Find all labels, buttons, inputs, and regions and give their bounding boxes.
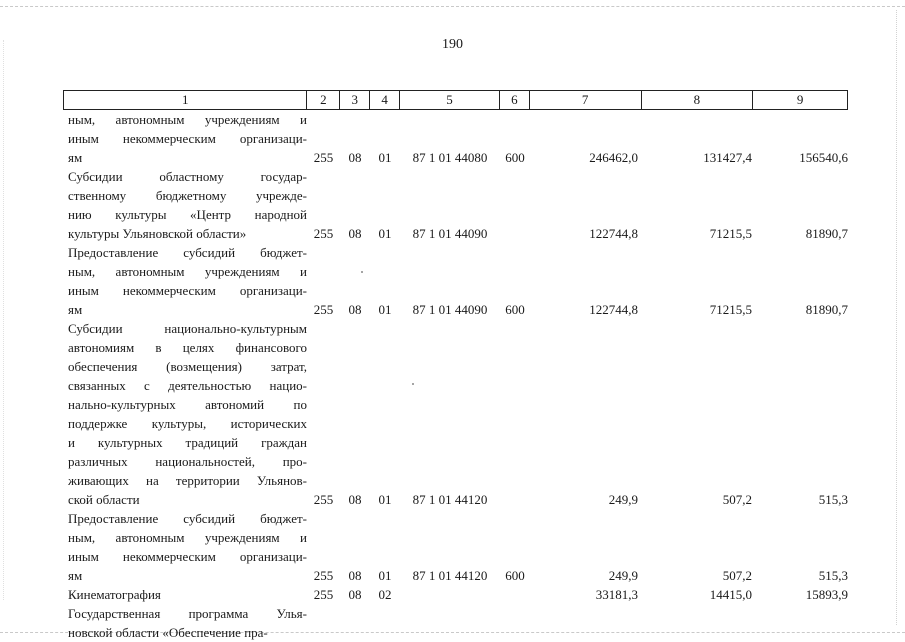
cell-c6 <box>500 243 530 262</box>
cell-c3 <box>340 623 370 642</box>
cell-c6 <box>500 338 530 357</box>
cell-c8 <box>642 167 754 186</box>
cell-c9 <box>754 509 848 528</box>
cell-c9: 515,3 <box>818 492 848 507</box>
cell-c5 <box>400 338 500 357</box>
cell-c4 <box>370 243 400 262</box>
row-description-line: Государственная программа Улья- <box>68 606 307 621</box>
cell-c5 <box>400 186 500 205</box>
cell-c8: 131427,4 <box>703 150 752 165</box>
cell-c6 <box>500 376 530 395</box>
cell-c9 <box>754 319 848 338</box>
cell-c6 <box>500 452 530 471</box>
table-row <box>63 471 848 490</box>
cell-c2 <box>307 110 340 129</box>
cell-c4 <box>370 528 400 547</box>
cell-c3: 08 <box>348 226 362 241</box>
table-row <box>63 433 848 452</box>
cell-c8 <box>642 509 754 528</box>
cell-c3: 08 <box>348 150 362 165</box>
cell-c5 <box>400 623 500 642</box>
cell-c4 <box>370 395 400 414</box>
cell-c2 <box>307 319 340 338</box>
cell-c8 <box>642 623 754 642</box>
cell-c6: 600 <box>505 568 525 583</box>
cell-c4 <box>370 186 400 205</box>
row-description-line: иным некоммерческим организаци- <box>68 283 307 298</box>
cell-c5 <box>400 414 500 433</box>
cell-c2 <box>307 414 340 433</box>
header-cell-7: 7 <box>530 91 642 109</box>
cell-c3 <box>340 338 370 357</box>
cell-c7 <box>530 205 642 224</box>
row-description-line: Предоставление субсидий бюджет- <box>68 511 307 526</box>
header-cell-6: 6 <box>500 91 530 109</box>
cell-c2 <box>307 528 340 547</box>
cell-c9 <box>754 357 848 376</box>
cell-c3 <box>340 547 370 566</box>
cell-c3 <box>340 281 370 300</box>
cell-c2 <box>307 186 340 205</box>
table-row <box>63 281 848 300</box>
cell-c7 <box>530 281 642 300</box>
cell-c8 <box>642 205 754 224</box>
cell-c9 <box>754 528 848 547</box>
cell-c2 <box>307 129 340 148</box>
cell-c6 <box>500 509 530 528</box>
cell-c8: 14415,0 <box>709 587 752 602</box>
cell-c3 <box>340 110 370 129</box>
cell-c3: 08 <box>348 568 362 583</box>
cell-c4 <box>370 281 400 300</box>
header-cell-4: 4 <box>370 91 400 109</box>
cell-c8 <box>642 547 754 566</box>
cell-c3 <box>340 509 370 528</box>
cell-c6 <box>500 433 530 452</box>
cell-c6 <box>500 129 530 148</box>
cell-c7 <box>530 547 642 566</box>
cell-c4 <box>370 414 400 433</box>
header-cell-9: 9 <box>796 92 804 107</box>
table-row <box>63 509 848 528</box>
cell-c9: 156540,6 <box>799 150 848 165</box>
cell-c9 <box>754 262 848 281</box>
cell-c5: 87 1 01 44090 <box>412 302 488 317</box>
cell-c9 <box>754 547 848 566</box>
row-description-line: иным некоммерческим организаци- <box>68 549 307 564</box>
cell-c4 <box>370 262 400 281</box>
header-cell-5: 5 <box>400 91 500 109</box>
table-row <box>63 186 848 205</box>
row-description-line: нию культуры «Центр народной <box>68 207 307 222</box>
table-row <box>63 604 848 623</box>
table-row <box>63 547 848 566</box>
cell-c9: 81890,7 <box>805 226 848 241</box>
cell-c7 <box>530 395 642 414</box>
cell-c9 <box>754 205 848 224</box>
cell-c3 <box>340 528 370 547</box>
cell-c8 <box>642 414 754 433</box>
row-description-line: и культурных традиций граждан <box>68 435 307 450</box>
cell-c8: 507,2 <box>722 492 752 507</box>
cell-c7: 249,9 <box>608 568 638 583</box>
cell-c8 <box>642 243 754 262</box>
cell-c7 <box>530 452 642 471</box>
row-description-line: иным некоммерческим организаци- <box>68 131 307 146</box>
cell-c7 <box>530 433 642 452</box>
header-cell-3: 3 <box>340 91 370 109</box>
cell-c5 <box>400 262 500 281</box>
cell-c2 <box>307 262 340 281</box>
cell-c5 <box>400 509 500 528</box>
row-description-line: живающих на территории Ульянов- <box>68 473 307 488</box>
table-row <box>63 224 848 243</box>
header-cell-8: 8 <box>642 91 754 109</box>
cell-c3 <box>340 319 370 338</box>
cell-c3 <box>340 471 370 490</box>
cell-c4: 02 <box>378 587 392 602</box>
cell-c7 <box>530 357 642 376</box>
cell-c2 <box>307 243 340 262</box>
cell-c6 <box>500 471 530 490</box>
cell-c5 <box>400 376 500 395</box>
cell-c5 <box>400 604 500 623</box>
cell-c2 <box>307 205 340 224</box>
cell-c6 <box>500 357 530 376</box>
cell-c6 <box>500 281 530 300</box>
cell-c8: 71215,5 <box>709 226 752 241</box>
cell-c5 <box>400 433 500 452</box>
cell-c7: 246462,0 <box>589 150 638 165</box>
cell-c4 <box>370 129 400 148</box>
row-description-line: культуры Ульяновской области» <box>68 226 247 241</box>
cell-c6 <box>500 623 530 642</box>
table-row <box>63 376 848 395</box>
cell-c4: 01 <box>378 302 392 317</box>
row-description-line: автономиям в целях финансового <box>68 340 307 355</box>
cell-c9 <box>754 110 848 129</box>
scan-edge-top <box>0 6 905 7</box>
cell-c7: 249,9 <box>608 492 638 507</box>
table-row <box>63 319 848 338</box>
cell-c2 <box>307 604 340 623</box>
cell-c4 <box>370 509 400 528</box>
cell-c4: 01 <box>378 226 392 241</box>
cell-c4: 01 <box>378 568 392 583</box>
row-description-line: ям <box>68 302 83 317</box>
cell-c3 <box>340 433 370 452</box>
table-row <box>63 262 848 281</box>
cell-c4 <box>370 319 400 338</box>
cell-c2 <box>307 433 340 452</box>
table-row <box>63 414 848 433</box>
cell-c2 <box>307 338 340 357</box>
cell-c4 <box>370 338 400 357</box>
table-row <box>63 338 848 357</box>
cell-c8 <box>642 376 754 395</box>
cell-c9 <box>754 452 848 471</box>
cell-c7 <box>530 186 642 205</box>
table-body <box>63 110 848 642</box>
cell-c3 <box>340 604 370 623</box>
cell-c9 <box>754 471 848 490</box>
cell-c9: 15893,9 <box>805 587 848 602</box>
cell-c3: 08 <box>348 492 362 507</box>
cell-c6: 600 <box>505 302 525 317</box>
cell-c7 <box>530 110 642 129</box>
cell-c3 <box>340 205 370 224</box>
row-description-line: ям <box>68 150 83 165</box>
cell-c5 <box>400 110 500 129</box>
cell-c2 <box>307 357 340 376</box>
cell-c8 <box>642 262 754 281</box>
cell-c5 <box>400 395 500 414</box>
cell-c3 <box>340 357 370 376</box>
cell-c3 <box>340 186 370 205</box>
cell-c9 <box>754 433 848 452</box>
cell-c6 <box>500 547 530 566</box>
cell-c6: 600 <box>505 150 525 165</box>
cell-c4 <box>370 110 400 129</box>
cell-c7 <box>530 376 642 395</box>
cell-c6 <box>500 395 530 414</box>
cell-c7 <box>530 129 642 148</box>
cell-c2 <box>307 167 340 186</box>
row-description-line: Субсидии областному государ- <box>68 169 307 184</box>
cell-c4 <box>370 167 400 186</box>
cell-c2: 255 <box>313 226 334 241</box>
cell-c2 <box>307 376 340 395</box>
cell-c6 <box>500 528 530 547</box>
cell-c8 <box>642 186 754 205</box>
cell-c7 <box>530 262 642 281</box>
header-cell-1: 1 <box>64 91 307 109</box>
cell-c4 <box>370 452 400 471</box>
row-description-line: ям <box>68 568 83 583</box>
header-cell-2: 2 <box>307 91 340 109</box>
cell-c5: 87 1 01 44120 <box>412 568 488 583</box>
cell-c9 <box>754 129 848 148</box>
scan-speck <box>361 271 363 273</box>
row-description-line: ным, автономным учреждениям и <box>68 264 307 279</box>
cell-c2 <box>307 509 340 528</box>
table-row <box>63 167 848 186</box>
cell-c6 <box>500 186 530 205</box>
cell-c8 <box>642 281 754 300</box>
cell-c7 <box>530 604 642 623</box>
cell-c3 <box>340 376 370 395</box>
table-row <box>63 585 848 604</box>
table-row <box>63 566 848 585</box>
cell-c4 <box>370 357 400 376</box>
cell-c5 <box>400 167 500 186</box>
table-row <box>63 148 848 167</box>
row-description-line: Предоставление субсидий бюджет- <box>68 245 307 260</box>
cell-c8 <box>642 319 754 338</box>
row-description-line: ным, автономным учреждениям и <box>68 112 307 127</box>
cell-c8 <box>642 338 754 357</box>
cell-c6 <box>500 110 530 129</box>
cell-c9 <box>754 395 848 414</box>
page-number: 190 <box>442 37 463 52</box>
scan-edge-right <box>896 10 897 625</box>
cell-c6 <box>500 224 530 243</box>
cell-c4 <box>370 376 400 395</box>
cell-c6 <box>500 414 530 433</box>
table-row <box>63 395 848 414</box>
cell-c3 <box>340 262 370 281</box>
row-description-line: поддержке культуры, исторических <box>68 416 307 431</box>
cell-c5 <box>400 547 500 566</box>
table-row <box>63 452 848 471</box>
cell-c5 <box>400 357 500 376</box>
table-row <box>63 300 848 319</box>
cell-c7 <box>530 243 642 262</box>
cell-c8 <box>642 604 754 623</box>
cell-c7 <box>530 338 642 357</box>
cell-c4 <box>370 433 400 452</box>
row-description-line: нально-культурных автономий по <box>68 397 307 412</box>
cell-c8: 71215,5 <box>709 302 752 317</box>
cell-c7: 122744,8 <box>589 226 638 241</box>
cell-c6 <box>500 262 530 281</box>
cell-c7 <box>530 319 642 338</box>
cell-c6 <box>500 319 530 338</box>
row-description-line: ным, автономным учреждениям и <box>68 530 307 545</box>
table-row <box>63 623 848 642</box>
cell-c9 <box>754 186 848 205</box>
table-row <box>63 110 848 129</box>
cell-c5 <box>400 243 500 262</box>
table-row <box>63 528 848 547</box>
cell-c7 <box>530 509 642 528</box>
cell-c5: 87 1 01 44090 <box>412 226 488 241</box>
cell-c2: 255 <box>313 150 334 165</box>
cell-c4: 01 <box>378 150 392 165</box>
cell-c5 <box>400 585 500 604</box>
cell-c9 <box>754 376 848 395</box>
cell-c8 <box>642 528 754 547</box>
cell-c9 <box>754 414 848 433</box>
cell-c5 <box>400 205 500 224</box>
cell-c3: 08 <box>348 587 362 602</box>
cell-c8 <box>642 110 754 129</box>
cell-c6 <box>500 167 530 186</box>
cell-c9 <box>754 338 848 357</box>
cell-c4 <box>370 205 400 224</box>
cell-c6 <box>500 604 530 623</box>
scan-speck <box>412 383 414 385</box>
cell-c4 <box>370 547 400 566</box>
cell-c8: 507,2 <box>722 568 752 583</box>
row-description-line: связанных с деятельностью нацио- <box>68 378 307 393</box>
cell-c2 <box>307 471 340 490</box>
cell-c7 <box>530 528 642 547</box>
cell-c7 <box>530 414 642 433</box>
table-header-row <box>63 90 848 110</box>
table-row <box>63 205 848 224</box>
table-row <box>63 357 848 376</box>
cell-c3 <box>340 414 370 433</box>
cell-c8 <box>642 395 754 414</box>
cell-c2 <box>307 623 340 642</box>
cell-c6 <box>500 490 530 509</box>
cell-c9 <box>754 281 848 300</box>
cell-c5 <box>400 528 500 547</box>
cell-c2: 255 <box>313 302 334 317</box>
cell-c8 <box>642 452 754 471</box>
cell-c4 <box>370 623 400 642</box>
cell-c7 <box>530 623 642 642</box>
row-description-line: ственному бюджетному учрежде- <box>68 188 307 203</box>
cell-c9: 81890,7 <box>805 302 848 317</box>
row-description-line: новской области «Обеспечение пра- <box>68 625 268 640</box>
cell-c5: 87 1 01 44080 <box>412 150 488 165</box>
cell-c3 <box>340 452 370 471</box>
cell-c3 <box>340 129 370 148</box>
cell-c8 <box>642 433 754 452</box>
cell-c9 <box>754 604 848 623</box>
cell-c9 <box>754 623 848 642</box>
cell-c2: 255 <box>313 568 334 583</box>
cell-c2 <box>307 281 340 300</box>
cell-c5 <box>400 129 500 148</box>
table-row <box>63 490 848 509</box>
cell-c5 <box>400 281 500 300</box>
table-row <box>63 129 848 148</box>
cell-c7: 33181,3 <box>595 587 638 602</box>
row-description-line: обеспечения (возмещения) затрат, <box>68 359 307 374</box>
cell-c2 <box>307 395 340 414</box>
cell-c5 <box>400 471 500 490</box>
cell-c2: 255 <box>313 587 334 602</box>
cell-c2 <box>307 547 340 566</box>
cell-c8 <box>642 129 754 148</box>
cell-c7: 122744,8 <box>589 302 638 317</box>
cell-c6 <box>500 205 530 224</box>
cell-c3: 08 <box>348 302 362 317</box>
row-description-line: ской области <box>68 492 140 507</box>
scan-edge-left <box>3 40 4 600</box>
cell-c6 <box>500 585 530 604</box>
row-description-line: Субсидии национально-культурным <box>68 321 307 336</box>
cell-c3 <box>340 243 370 262</box>
cell-c4 <box>370 604 400 623</box>
table-row <box>63 243 848 262</box>
cell-c9 <box>754 167 848 186</box>
cell-c7 <box>530 471 642 490</box>
cell-c7 <box>530 167 642 186</box>
cell-c5 <box>400 452 500 471</box>
cell-c8 <box>642 357 754 376</box>
cell-c9 <box>754 243 848 262</box>
cell-c9: 515,3 <box>818 568 848 583</box>
cell-c4: 01 <box>378 492 392 507</box>
cell-c3 <box>340 167 370 186</box>
row-description-line: различных национальностей, про- <box>68 454 307 469</box>
row-description-line: Кинематография <box>68 587 161 602</box>
cell-c2 <box>307 452 340 471</box>
cell-c5: 87 1 01 44120 <box>412 492 488 507</box>
cell-c2: 255 <box>313 492 334 507</box>
cell-c8 <box>642 471 754 490</box>
cell-c5 <box>400 319 500 338</box>
cell-c4 <box>370 471 400 490</box>
cell-c3 <box>340 395 370 414</box>
